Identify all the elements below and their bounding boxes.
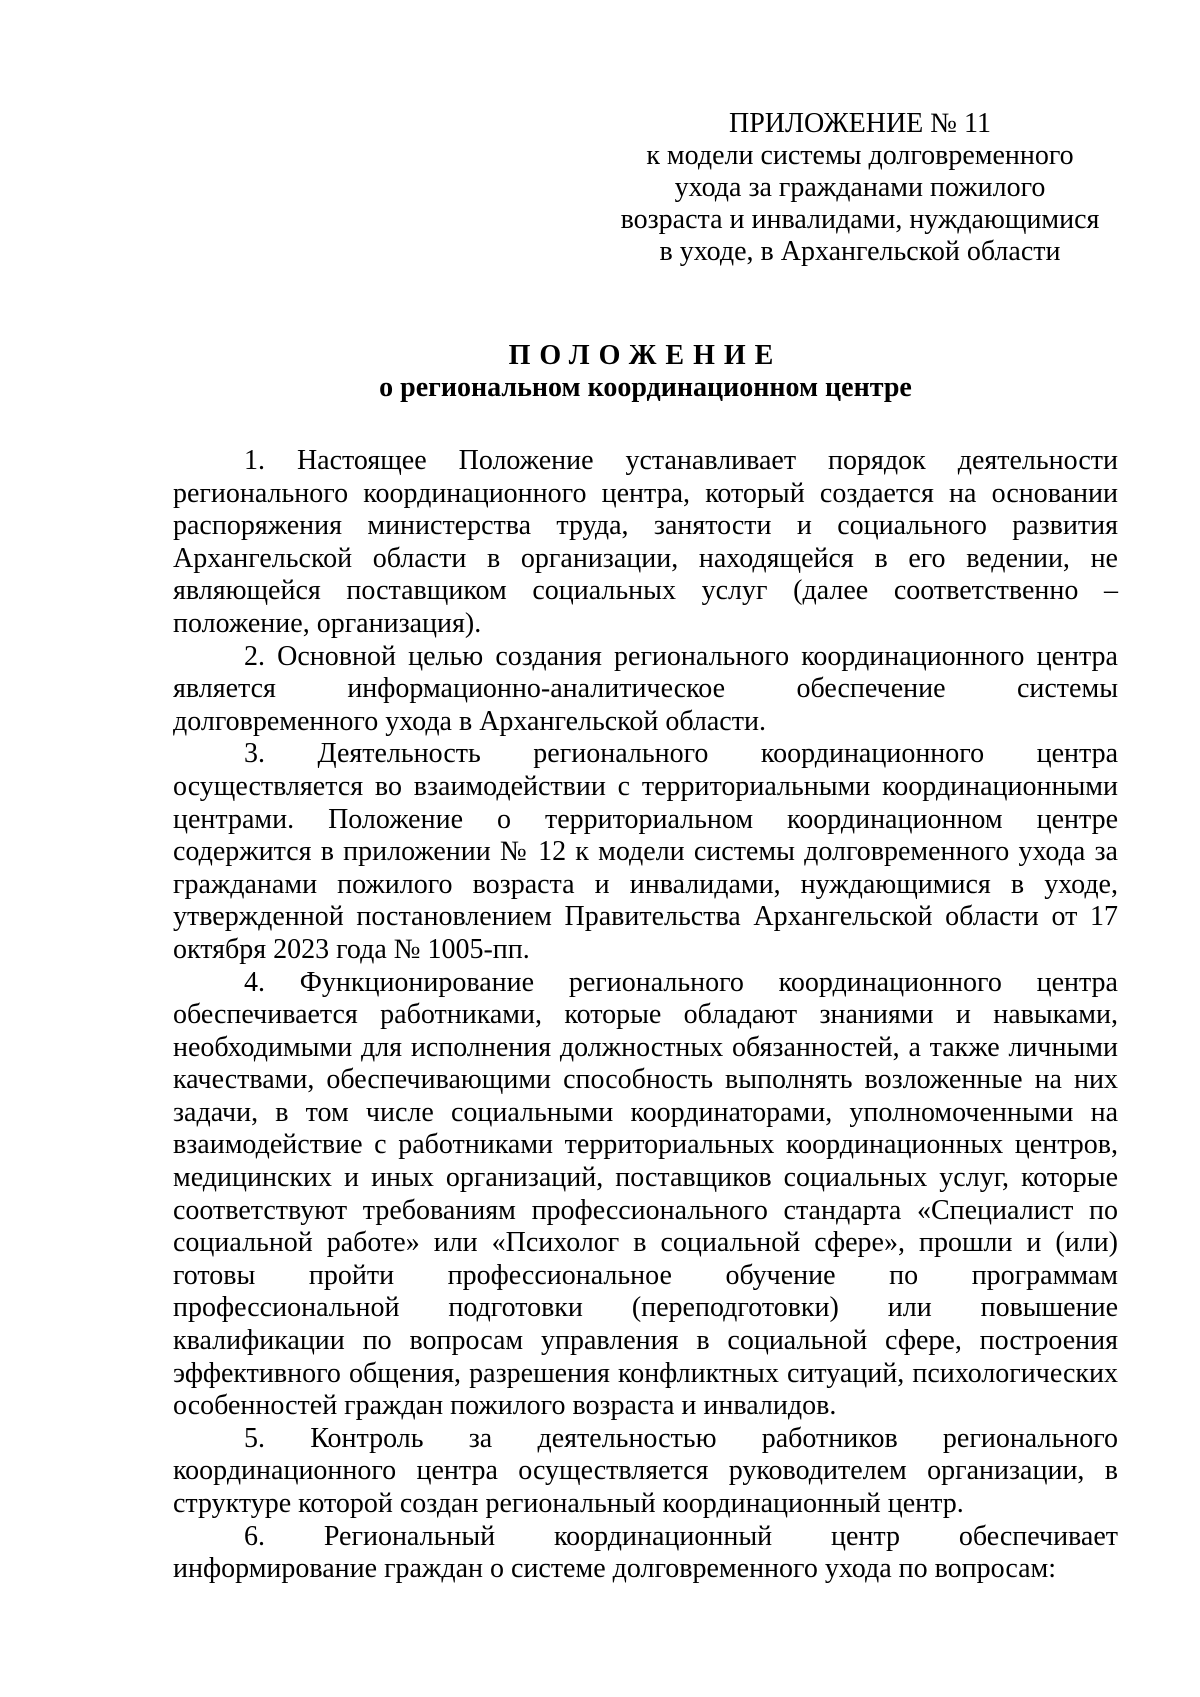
document-body bbox=[173, 445, 1118, 1586]
appendix-line: возраста и инвалидами, нуждающимися bbox=[620, 204, 1100, 235]
appendix-header bbox=[600, 108, 1120, 268]
paragraph-6: 6. Региональный координационный центр обеспечивает информирование граждан о системе долговременного ухода по вопросам: bbox=[173, 1520, 1118, 1585]
paragraph-1: 1. Настоящее Положение устанавливает порядок деятельности регионального координационного центра, который создается на основании распоряжения министерства труда, занятости и социального развития Архангельской области в организации, находящейся в его ведении, не являющейся поставщиком социальных услуг (далее соответственно – положение, организация). bbox=[173, 445, 1118, 639]
paragraph-4: 4. Функционирование регионального координационного центра обеспечивается работниками, которые обладают знаниями и навыками, необходимыми для исполнения должностных обязанностей, а также личными качествами, обеспечивающими способность выполнять возложенные на них задачи, в том числе социальными координаторами, уполномоченными на взаимодействие с работниками территориальных координационных центров, медицинских и иных организаций, поставщиков социальных услуг, которые соответствуют требованиям профессионального стандарта «Специалист по социальной работе» или «Психолог в социальной сфере», прошли и (или) готовы пройти профессиональное обучение по программам профессиональной подготовки (переподготовки) или повышение квалификации по вопросам управления в социальной сфере, построения эффективного общения, разрешения конфликтных ситуаций, психологических особенностей граждан пожилого возраста и инвалидов. bbox=[173, 966, 1118, 1422]
paragraph-3: 3. Деятельность регионального координационного центра осуществляется во взаимодействии с территориальными координационными центрами. Положение о территориальном координационном центре содержится в приложении № 12 к модели системы долговременного ухода за гражданами пожилого возраста и инвалидами, нуждающимися в уходе, утвержденной постановлением Правительства Архангельской области от 17 октября 2023 года № 1005-пп. bbox=[173, 738, 1118, 965]
paragraph-2: 2. Основной целью создания регионального координационного центра является информационно-аналитическое обеспечение системы долговременного ухода в Архангельской области. bbox=[173, 640, 1118, 737]
appendix-number: ПРИЛОЖЕНИЕ № 11 bbox=[729, 108, 991, 139]
document-title: ПОЛОЖЕНИЕ bbox=[508, 340, 783, 371]
appendix-line: к модели системы долговременного bbox=[646, 140, 1074, 171]
appendix-line: ухода за гражданами пожилого bbox=[674, 172, 1046, 203]
paragraph-5: 5. Контроль за деятельностью работников регионального координационного центра осуществляется руководителем организации, в структуре которой создан региональный координационный центр. bbox=[173, 1422, 1118, 1519]
appendix-line: в уходе, в Архангельской области bbox=[659, 236, 1061, 267]
document-subtitle: о региональном координационном центре bbox=[379, 372, 912, 403]
document-title-block bbox=[173, 340, 1118, 404]
